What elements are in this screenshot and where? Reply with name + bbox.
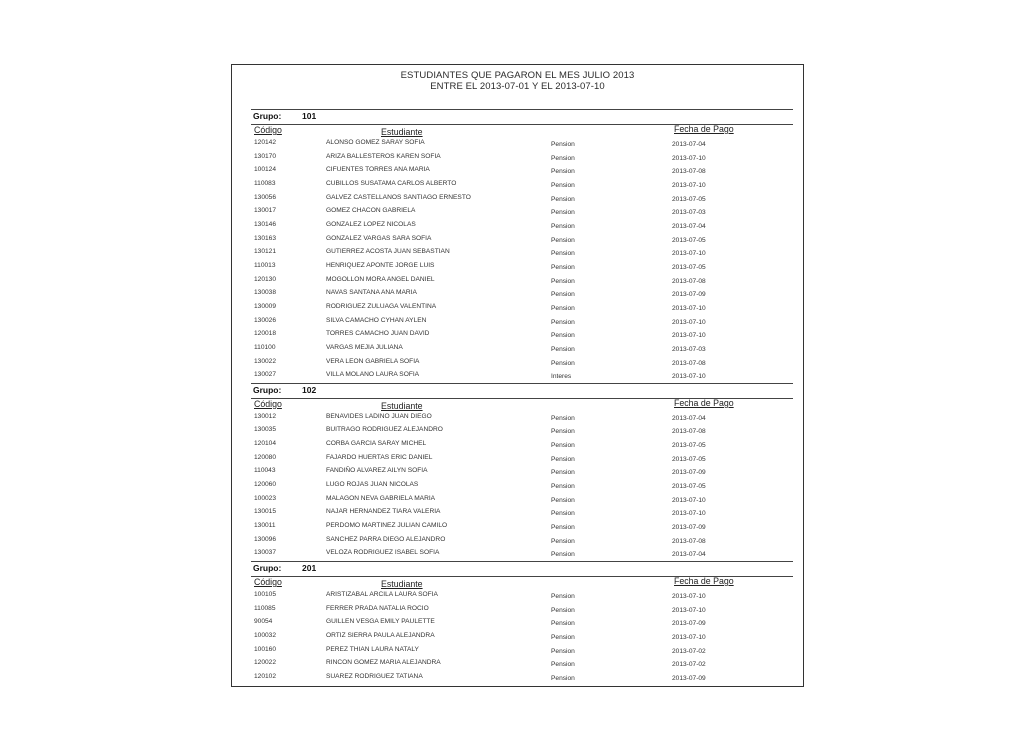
column-header-date: Fecha de Pago (674, 576, 734, 587)
student-name: FERRER PRADA NATALIA ROCIO (326, 604, 429, 612)
table-row (251, 151, 793, 165)
student-name: GOMEZ CHACON GABRIELA (326, 207, 416, 215)
payment-date: 2013-07-05 (672, 195, 706, 203)
student-code: 110085 (254, 604, 276, 612)
payment-date: 2013-07-10 (672, 154, 706, 162)
payment-date: 2013-07-10 (672, 318, 706, 326)
payment-date: 2013-07-10 (672, 593, 706, 601)
student-code: 110083 (254, 179, 276, 187)
table-row (251, 547, 793, 561)
student-name: TORRES CAMACHO JUAN DAVID (326, 330, 430, 338)
student-code: 100023 (254, 494, 277, 502)
payment-date: 2013-07-08 (672, 277, 706, 285)
table-row (251, 603, 793, 617)
table-row (251, 644, 793, 658)
table-row (251, 178, 793, 192)
report-title: ESTUDIANTES QUE PAGARON EL MES JULIO 2013 (400, 70, 635, 81)
payment-date: 2013-07-10 (672, 373, 706, 381)
student-name: ARIZA BALLESTEROS KAREN SOFIA (326, 152, 441, 160)
table-row (251, 493, 793, 507)
payment-date: 2013-07-10 (672, 606, 706, 614)
payment-type: Pension (551, 496, 575, 504)
student-name: ORTIZ SIERRA PAULA ALEJANDRA (326, 632, 435, 639)
student-code: 110013 (254, 261, 276, 269)
payment-date: 2013-07-05 (672, 455, 706, 463)
payment-type: Pension (551, 345, 575, 353)
payment-date: 2013-07-10 (672, 634, 706, 641)
student-code: 130121 (254, 248, 277, 256)
table-row (251, 301, 793, 315)
group-section (251, 561, 793, 685)
student-code: 120022 (254, 659, 277, 667)
student-code: 130056 (254, 193, 277, 201)
student-name: PERDOMO MARTINEZ JULIAN CAMILO (326, 522, 448, 530)
payment-date: 2013-07-03 (672, 209, 706, 217)
student-name: FAJARDO HUERTAS ERIC DANIEL (326, 453, 433, 461)
table-row (251, 192, 793, 206)
student-code: 110043 (254, 467, 276, 475)
payment-type: Pension (551, 332, 575, 340)
payment-date: 2013-07-04 (672, 551, 706, 559)
student-code: 120060 (254, 481, 277, 489)
payment-type: Pension (551, 291, 575, 299)
student-code: 130038 (254, 289, 277, 297)
payment-type: Pension (551, 277, 575, 285)
table-row (251, 479, 793, 493)
payment-type: Pension (551, 359, 575, 367)
student-code: 130012 (254, 412, 277, 420)
student-code: 130037 (254, 549, 277, 557)
student-name: SUAREZ RODRIGUEZ TATIANA (326, 672, 423, 680)
report-page (231, 64, 804, 687)
table-row (251, 465, 793, 479)
student-name: GONZALEZ VARGAS SARA SOFIA (326, 234, 432, 242)
student-code: 130035 (254, 426, 277, 434)
group-number: 102 (302, 384, 317, 395)
student-name: BENAVIDES LADINO JUAN DIEGO (326, 412, 432, 420)
student-name: FANDIÑO ALVAREZ AILYN SOFIA (326, 467, 428, 475)
table-row (251, 369, 793, 383)
table-row (251, 260, 793, 274)
payment-date: 2013-07-02 (672, 647, 706, 655)
payment-date: 2013-07-09 (672, 674, 706, 682)
table-row (251, 411, 793, 425)
student-name: CIFUENTES TORRES ANA MARIA (326, 166, 430, 174)
payment-date: 2013-07-08 (672, 428, 706, 436)
student-name: ALONSO GOMEZ SARAY SOFIA (326, 139, 425, 146)
table-row (251, 520, 793, 534)
student-name: LUGO ROJAS JUAN NICOLAS (326, 481, 419, 489)
student-name: GUTIERREZ ACOSTA JUAN SEBASTIAN (326, 248, 450, 256)
payment-type: Pension (551, 154, 575, 162)
student-name: HENRIQUEZ APONTE JORGE LUIS (326, 261, 435, 269)
table-row (251, 219, 793, 233)
student-name: SILVA CAMACHO CYHAN AYLEN (326, 316, 427, 324)
payment-type: Pension (551, 634, 575, 641)
payment-date: 2013-07-05 (672, 442, 706, 450)
table-row (251, 287, 793, 301)
student-name: BUITRAGO RODRIGUEZ ALEJANDRO (326, 426, 443, 434)
student-code: 100105 (254, 591, 277, 599)
student-name: RINCON GOMEZ MARIA ALEJANDRA (326, 659, 441, 667)
student-code: 110100 (254, 343, 276, 351)
payment-type: Pension (551, 195, 575, 203)
table-row (251, 315, 793, 329)
payment-type: Pension (551, 620, 575, 628)
payment-date: 2013-07-04 (672, 414, 706, 422)
payment-date: 2013-07-08 (672, 359, 706, 367)
student-code: 90054 (254, 618, 273, 626)
payment-type: Pension (551, 661, 575, 669)
table-row (251, 164, 793, 178)
table-row (251, 424, 793, 438)
student-code: 130096 (254, 535, 277, 543)
column-header-student: Estudiante (381, 400, 423, 411)
payment-date: 2013-07-08 (672, 537, 706, 545)
student-code: 100160 (254, 645, 277, 653)
student-code: 130017 (254, 207, 277, 215)
student-code: 130011 (254, 522, 276, 530)
student-code: 130022 (254, 357, 277, 365)
payment-type: Pension (551, 524, 575, 532)
payment-date: 2013-07-10 (672, 250, 706, 258)
payment-type: Pension (551, 442, 575, 450)
group-number: 101 (302, 111, 317, 121)
payment-date: 2013-07-05 (672, 263, 706, 271)
payment-date: 2013-07-05 (672, 483, 706, 491)
group-header (251, 383, 793, 399)
student-code: 130015 (254, 508, 277, 516)
payment-type: Pension (551, 168, 575, 176)
payment-type: Pension (551, 510, 575, 518)
student-name: VERA LEON GABRIELA SOFIA (326, 357, 420, 365)
group-label: Grupo: (253, 111, 282, 121)
student-name: GUILLEN VESGA EMILY PAULETTE (326, 618, 435, 626)
payment-type: Pension (551, 304, 575, 312)
table-row (251, 534, 793, 548)
report-groups (251, 109, 793, 685)
student-code: 120104 (254, 440, 277, 448)
column-header-student: Estudiante (381, 579, 423, 590)
student-code: 130170 (254, 152, 277, 160)
table-row (251, 205, 793, 219)
payment-type: Pension (551, 647, 575, 655)
payment-date: 2013-07-10 (672, 496, 706, 504)
table-row (251, 233, 793, 247)
student-code: 120142 (254, 139, 277, 146)
group-header (251, 561, 793, 577)
student-code: 100032 (254, 632, 277, 639)
payment-type: Pension (551, 318, 575, 326)
payment-date: 2013-07-04 (672, 141, 706, 148)
column-headers (251, 399, 793, 411)
table-row (251, 328, 793, 342)
group-header (251, 109, 793, 125)
payment-type: Pension (551, 181, 575, 189)
student-name: NAVAS SANTANA ANA MARIA (326, 289, 417, 297)
payment-type: Interes (551, 373, 572, 381)
student-code: 120080 (254, 453, 277, 461)
table-row (251, 438, 793, 452)
column-header-date: Fecha de Pago (674, 397, 734, 408)
payment-type: Pension (551, 209, 575, 217)
group-section (251, 383, 793, 561)
student-name: SANCHEZ PARRA DIEGO ALEJANDRO (326, 535, 446, 543)
student-name: NAJAR HERNANDEZ TIARA VALERIA (326, 508, 441, 516)
student-name: MOGOLLON MORA ANGEL DANIEL (326, 275, 435, 283)
table-row (251, 589, 793, 603)
column-headers (251, 125, 793, 137)
column-header-student: Estudiante (381, 127, 423, 137)
column-header-code: Código (254, 125, 282, 135)
payment-type: Pension (551, 455, 575, 463)
student-name: CUBILLOS SUSATAMA CARLOS ALBERTO (326, 179, 457, 187)
table-row (251, 657, 793, 671)
student-name: VELOZA RODRIGUEZ ISABEL SOFIA (326, 549, 440, 557)
group-number: 201 (302, 563, 317, 574)
student-code: 130163 (254, 234, 277, 242)
payment-type: Pension (551, 537, 575, 545)
student-code: 100124 (254, 166, 277, 174)
payment-date: 2013-07-10 (672, 332, 706, 340)
payment-type: Pension (551, 551, 575, 559)
student-name: GONZALEZ LOPEZ NICOLAS (326, 220, 416, 228)
group-section (251, 109, 793, 383)
table-row (251, 671, 793, 685)
payment-type: Pension (551, 222, 575, 230)
column-headers (251, 577, 793, 589)
student-code: 120018 (254, 330, 277, 338)
table-row (251, 452, 793, 466)
student-code: 120130 (254, 275, 277, 283)
payment-date: 2013-07-08 (672, 168, 706, 176)
payment-type: Pension (551, 141, 575, 148)
student-code: 130026 (254, 316, 277, 324)
payment-type: Pension (551, 263, 575, 271)
payment-type: Pension (551, 606, 575, 614)
student-name: GALVEZ CASTELLANOS SANTIAGO ERNESTO (326, 193, 471, 201)
student-name: VILLA MOLANO LAURA SOFIA (326, 371, 420, 379)
payment-date: 2013-07-05 (672, 236, 706, 244)
report-subtitle: ENTRE EL 2013-07-01 Y EL 2013-07-10 (430, 81, 605, 92)
table-row (251, 630, 793, 644)
table-row (251, 246, 793, 260)
payment-type: Pension (551, 250, 575, 258)
student-name: MALAGON NEVA GABRIELA MARIA (326, 494, 436, 502)
table-row (251, 356, 793, 370)
student-code: 130027 (254, 371, 277, 379)
payment-date: 2013-07-10 (672, 181, 706, 189)
payment-date: 2013-07-02 (672, 661, 706, 669)
group-label: Grupo: (253, 384, 282, 395)
payment-type: Pension (551, 483, 575, 491)
payment-date: 2013-07-09 (672, 620, 706, 628)
student-name: RODRIGUEZ ZULUAGA VALENTINA (326, 302, 437, 310)
column-header-code: Código (254, 398, 282, 409)
payment-date: 2013-07-04 (672, 222, 706, 230)
group-label: Grupo: (253, 563, 282, 574)
payment-date: 2013-07-09 (672, 291, 706, 299)
table-row (251, 506, 793, 520)
student-code: 120102 (254, 672, 277, 680)
payment-type: Pension (551, 414, 575, 422)
payment-date: 2013-07-03 (672, 345, 706, 353)
payment-type: Pension (551, 469, 575, 477)
payment-date: 2013-07-10 (672, 510, 706, 518)
column-header-date: Fecha de Pago (674, 124, 734, 134)
payment-date: 2013-07-09 (672, 524, 706, 532)
student-code: 130009 (254, 302, 277, 310)
payment-type: Pension (551, 593, 575, 601)
table-row (251, 616, 793, 630)
payment-type: Pension (551, 236, 575, 244)
student-name: CORBA GARCIA SARAY MICHEL (326, 440, 427, 448)
column-header-code: Código (254, 577, 282, 588)
payment-date: 2013-07-09 (672, 469, 706, 477)
student-code: 130146 (254, 220, 277, 228)
table-row (251, 137, 793, 151)
payment-type: Pension (551, 428, 575, 436)
table-row (251, 274, 793, 288)
table-row (251, 342, 793, 356)
payment-date: 2013-07-10 (672, 304, 706, 312)
student-name: ARISTIZABAL ARCILA LAURA SOFIA (326, 591, 438, 599)
student-name: PEREZ THIAN LAURA NATALY (326, 645, 419, 653)
payment-type: Pension (551, 674, 575, 682)
student-name: VARGAS MEJIA JULIANA (326, 343, 403, 351)
